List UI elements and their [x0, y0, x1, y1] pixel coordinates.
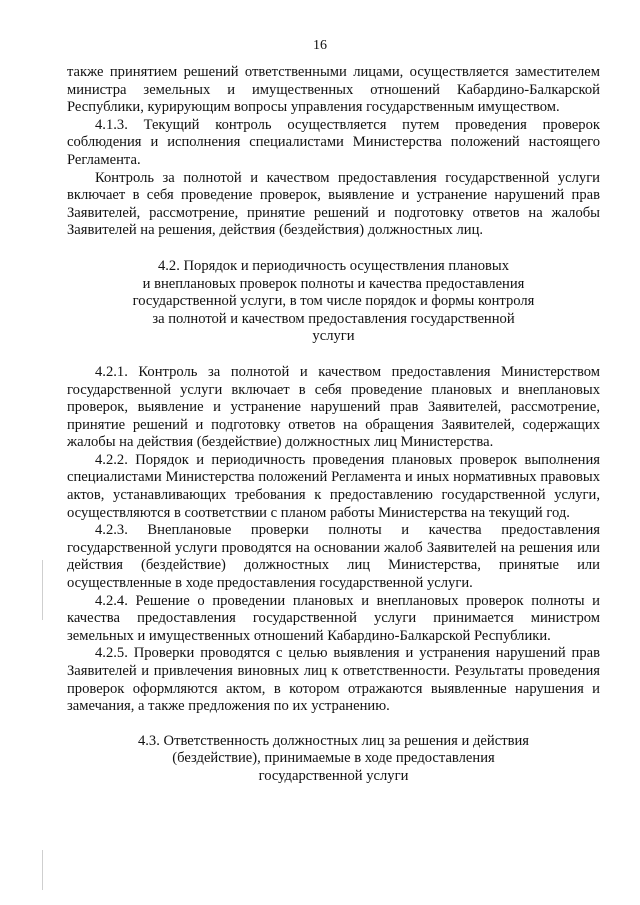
heading-line: государственной услуги	[258, 767, 409, 784]
scan-artifact-line	[42, 560, 43, 620]
page-number: 16	[313, 38, 327, 53]
heading-line: и внеплановых проверок полноты и качества предоставления	[142, 275, 525, 292]
heading-line: (бездействие), принимаемые в ходе предоставления	[172, 750, 495, 767]
scan-artifact-line	[42, 850, 43, 890]
page-content	[67, 64, 600, 786]
paragraph-4-2-2: 4.2.2. Порядок и периодичность проведения плановых проверок выполнения специалистами Министерства положений Регламента и иных нормативных правовых актов, устанавливающих требования к предоставлению государственной услуги, осуществляются в соответствии с планом работы Министерства на текущий год.	[67, 451, 600, 521]
heading-line: 4.2. Порядок и периодичность осуществления плановых	[157, 257, 510, 274]
section-heading-4-3	[67, 733, 600, 786]
section-heading-4-2	[67, 258, 600, 346]
heading-line: за полнотой и качеством предоставления государственной	[152, 310, 515, 327]
paragraph-control-scope: Контроль за полнотой и качеством предоставления государственной услуги включает в себя проведение проверок, выявление и устранение нарушений прав Заявителей, рассмотрение, принятие решений и подготовку ответов на жалобы Заявителей на решения, действия (бездействия) должностных лиц.	[67, 169, 600, 239]
paragraph-4-2-4: 4.2.4. Решение о проведении плановых и внеплановых проверок полноты и качества предоставления государственной услуги принимается министром земельных и имущественных отношений Кабардино-Балкарской Республики.	[67, 592, 600, 644]
paragraph-4-1-3: 4.1.3. Текущий контроль осуществляется путем проведения проверок соблюдения и исполнения специалистами Министерства положений настоящего Регламента.	[67, 116, 600, 168]
paragraph-4-2-1: 4.2.1. Контроль за полнотой и качеством предоставления Министерством государственной услуги включает в себя проведение плановых и внеплановых проверок, выявление и устранение нарушений прав Заявителей, рассмотрение, принятие решений и подготовку ответов на обращения Заявителей, содержащих жалобы на действия (бездействие) должностных лиц Министерства.	[67, 363, 600, 451]
heading-line: услуги	[312, 328, 355, 345]
heading-line: 4.3. Ответственность должностных лиц за решения и действия	[137, 732, 529, 749]
paragraph-4-2-3: 4.2.3. Внеплановые проверки полноты и качества предоставления государственной услуги проводятся на основании жалоб Заявителей на решения или действия (бездействие) должностных лиц Министерства, принятые или осуществленные в ходе предоставления государственной услуги.	[67, 522, 600, 592]
heading-line: государственной услуги, в том числе порядок и формы контроля	[132, 293, 535, 310]
paragraph-continuation: также принятием решений ответственными лицами, осуществляется заместителем министра земельных и имущественных отношений Кабардино-Балкарской Республики, курирующим вопросы управления государственным имуществом.	[67, 64, 600, 116]
paragraph-4-2-5: 4.2.5. Проверки проводятся с целью выявления и устранения нарушений прав Заявителей и привлечения виновных лиц к ответственности. Результаты проведения проверок оформляются актом, в котором отражаются выявленные нарушения и замечания, а также предложения по их устранению.	[67, 645, 600, 715]
